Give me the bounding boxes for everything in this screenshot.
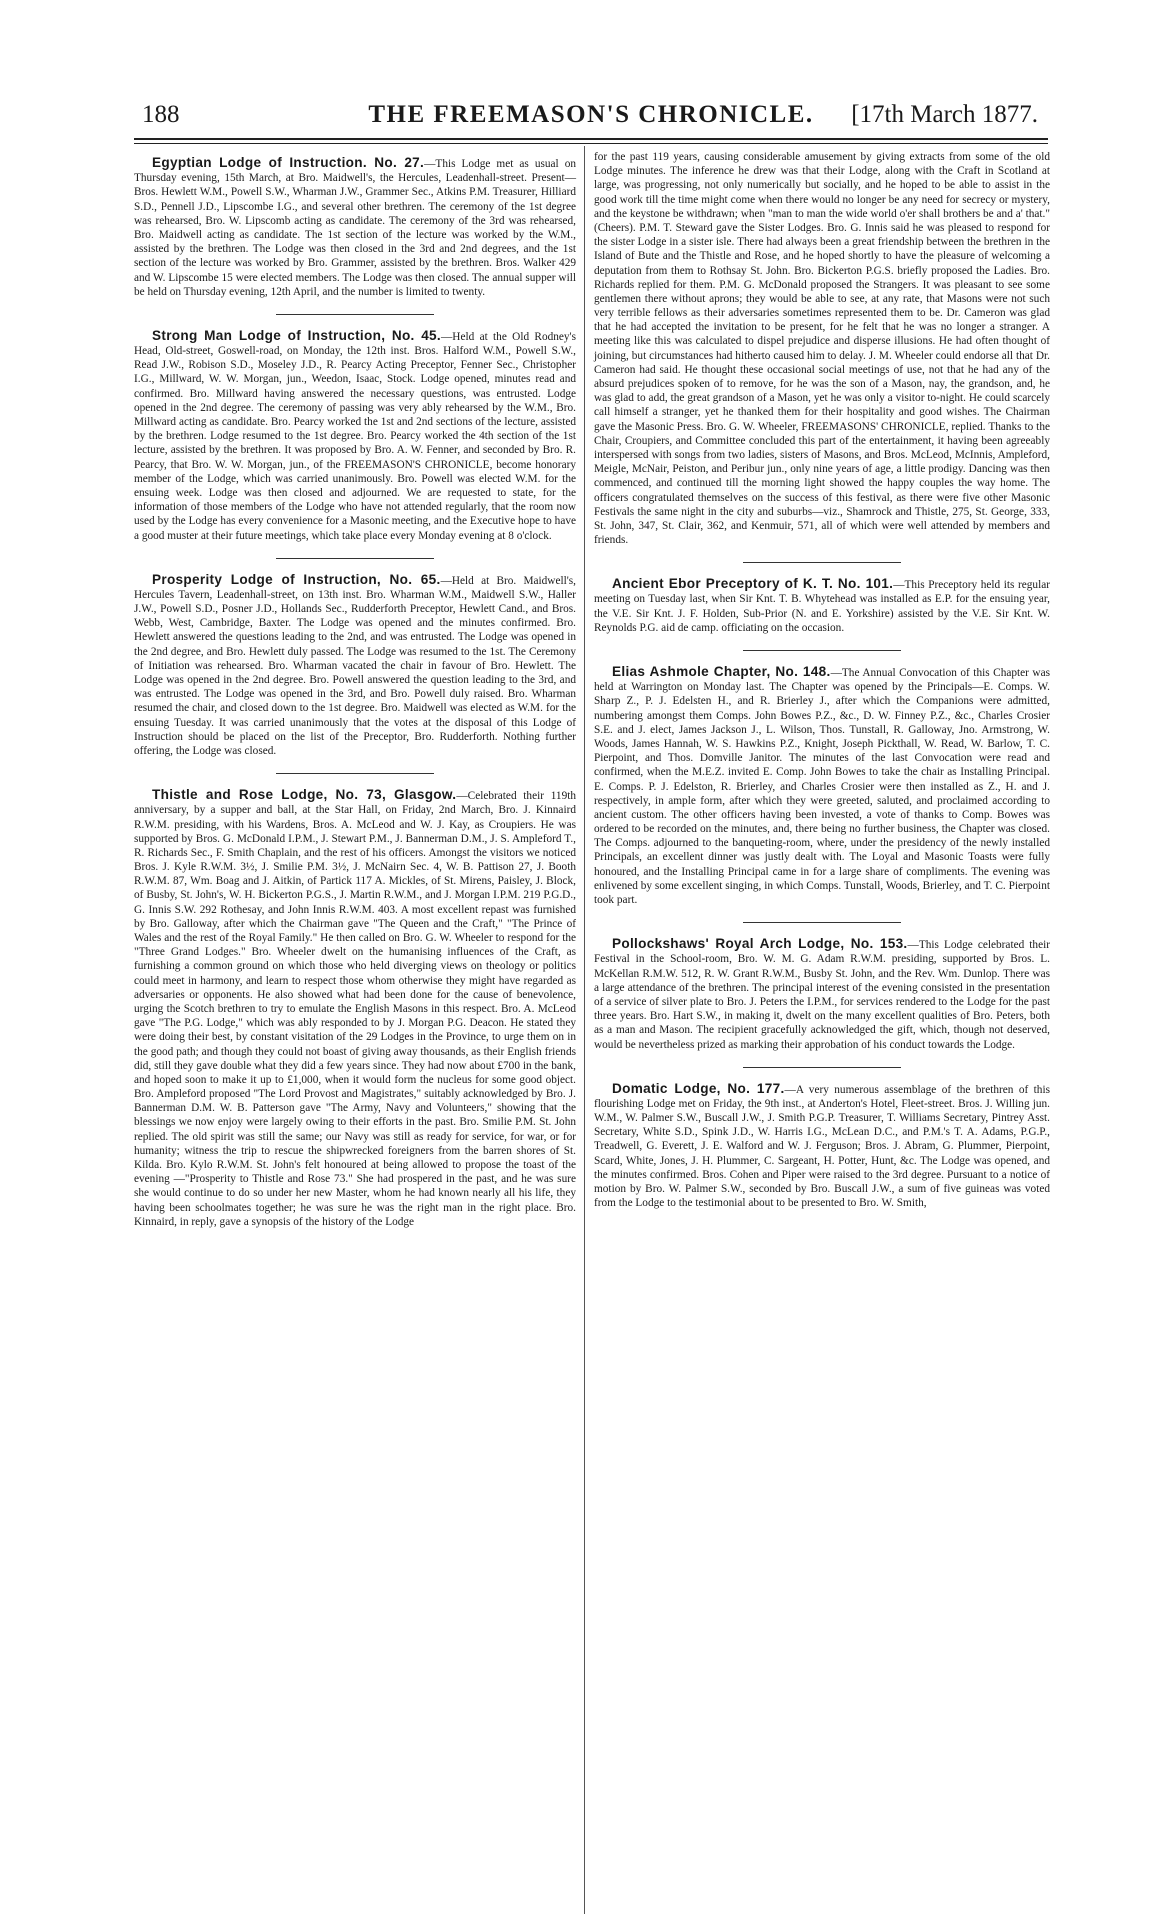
- article-egyptian-lodge: [134, 156, 576, 299]
- article-ancient-ebor-preceptory: [594, 577, 1050, 635]
- article-separator: [276, 558, 434, 559]
- column-divider: [584, 146, 585, 1914]
- article-heading: Ancient Ebor Preceptory of K. T. No. 101.: [612, 576, 894, 592]
- article-heading: Elias Ashmole Chapter, No. 148.: [612, 664, 831, 679]
- article-separator: [743, 922, 901, 923]
- article-body: —This Lodge met as usual on Thursday evening, 15th March, at Bro. Maidwell's, the Hercules, Leadenhall-street. Present—Bros. Hewlett W.M., Powell S.W., Wharman J.W., Grammer Sec., Atkins P.M. Treasurer, Hilliard S.D., Pennell J.D., Lipscombe I.G., and several other brethren. The ceremony of the 1st degree was rehearsed, Bro. W. Lipscomb acting as candidate. The ceremony of the 3rd was rehearsed, Bro. Maidwell acting as candidate. The 1st section of the lecture was worked by the W.M., assisted by the brethren. The Lodge was then closed in the 3rd and 2nd degrees, and the 1st section of the lecture was worked by Bro. Grammer, assisted by the brethren. Bros. Walker 429 and W. Lipscombe 15 were elected members. The Lodge was then closed. The annual supper will be held on Thursday evening, 12th April, and the number is limited to twenty.: [134, 158, 577, 298]
- article-domatic-lodge: [594, 1082, 1050, 1211]
- article-body: —Held at Bro. Maidwell's, Hercules Tavern, Leadenhall-street, on 13th inst. Bro. Wharman W.M., Maidwell S.W., Haller J.W., Powell S.D., Posner J.D., Hollands Sec., Rudderforth Preceptor, Hewlett Cand., and Bros. Webb, West, Cambridge, Baxter. The Lodge was opened and the minutes confirmed. Bro. Hewlett answered the questions leading to the 2nd, and was entrusted. The Lodge was opened in the 2nd degree, and Bro. Hewlett duly passed. The Lodge was resumed to the 1st. The Ceremony of Initiation was rehearsed. Bro. Wharman vacated the chair in favour of Bro. Hewlett. The Lodge was opened in the 2nd degree. Bro. Powell answered the question leading to the 3rd, and was entrusted. The Lodge was opened in the 3rd, and Bro. Powell duly raised. Bro. Wharman resumed the chair, and closed down to the 1st degree. Bro. Maidwell was elected as W.M. for the ensuing Tuesday. It was carried unanimously that the votes at the disposal of this Lodge of Instruction should be placed on the list of the Preceptor, Bro. Rudderforth. Nothing further offering, the Lodge was closed.: [134, 574, 577, 757]
- article-body: —This Preceptory held its regular meeting on Tuesday last, when Sir Knt. T. B. Whytehead was installed as E.P. for the ensuing year, the V.E. Sir Knt. J. F. Holden, Sub-Prior (N. and E. Yorkshire) assisted by the V.E. Sir Knt. W. Reynolds P.G. aid de camp. officiating on the occasion.: [594, 579, 1050, 634]
- article-separator: [276, 314, 434, 315]
- article-paragraph: [134, 788, 576, 1229]
- article-paragraph: [594, 665, 1050, 907]
- article-body: for the past 119 years, causing considerable amusement by giving extracts from some of the old Lodge minutes. The inference he drew was that their Lodge, along with the Craft in Scotland at large, was progressing, not only numerically but socially, and he hoped to be able to assist in the good work till the time might come when there would no longer be any need for secrecy or mystery, and the keystone be withdrawn; when "man to man the wide world o'er shall brothers be and a' that." (Cheers). P.M. T. Steward gave the Sister Lodges. Bro. G. Innis said he was pleased to respond for the sister Lodge in a sister isle. There had always been a great friendship between the brethren in the Island of Bute and the Thistle and Rose, and he hoped shortly to have the pleasure of welcoming a deputation from them to Rothsay St. John. Bro. Bickerton P.G.S. briefly proposed the Ladies. Bro. Richards replied for them. P.M. G. McDonald proposed the Strangers. It was pleasant to see some gentlemen there without aprons; they would be able to see, at any rate, that Masons were not such very terrible fellows as their adversaries sometimes represented them to be. Dr. Cameron was glad that he had accepted the invitation to be present, for he felt that he was no longer a stranger. A meeting like this was calculated to dispel prejudice and disperse illusions. He had often thought of joining, but circumstances had hitherto caused him to delay. J. M. Wheeler could endorse all that Dr. Cameron had said. He thought these occasional social meetings of use, not that he had any of the absurd prejudices spoken of to remove, for he was the son of a Mason, nay, the grandson, and, he was glad to add, the great grandson of a Mason, yet he was only a visitor to-night. He could scarcely call himself a stranger, yet he thanked them for their hospitality and good wishes. The Chairman gave the Masonic Press. Bro. G. W. Wheeler, FREEMASONS' CHRONICLE, replied. Thanks to the Chair, Croupiers, and Committee concluded this part of the entertainment, it having been agreeably interspersed with songs from two ladies, sisters of Masons, and Bros. McLeod, McInnis, Ampleford, Meigle, McNair, Peiston, and Peribur jun., only nine years of age, a little prodigy. Dancing was then commenced, and continued till the morning light showed the happy couples the way home. The officers congratulated themselves on the success of this festival, as there were five other Masonic Festivals the same night in the city and suburbs—viz., Shamrock and Thistle, 275, St. George, 333, St. John, 347, St. Clair, 362, and Kenmuir, 571, all of which were well attended by members and friends.: [594, 151, 1050, 547]
- article-pollockshaws-royal-arch-lodge: [594, 937, 1050, 1052]
- article-elias-ashmole-chapter: [594, 665, 1050, 907]
- article-thistle-and-rose-lodge: [134, 788, 576, 1229]
- article-body: —The Annual Convocation of this Chapter was held at Warrington on Monday last. The Chapter was opened by the Principals—E. Comps. W. Sharp Z., P. J. Edelsten H., and R. Brierley J., after which the Companions were admitted, numbering amongst them Comps. John Bowes P.Z., &c., D. W. Finney P.Z., &c., Charles Crosier S.E. and J. elect, James Jackson J., L. Wilson, Thos. Tunstall, R. Galloway, Jno. Armstrong, W. Woods, James Hannah, W. S. Hawkins P.Z., Knight, Joseph Pickthall, W. Read, W. Barlow, T. C. Pierpoint, and Thos. Domville Janitor. The minutes of the last Convocation were read and confirmed, when the M.E.Z. invited E. Comp. John Bowes to take the chair as Installing Principal. E. Comps. P. J. Edelston, R. Brierley, and Charles Crosier were then installed as Z., H. and J. respectively, in ample form, after which they were greeted, saluted, and proclaimed according to ancient custom. The other officers having been invested, a vote of thanks to Comp. Bowes was ordered to be recorded on the minutes, and, there being no further business, the Chapter was closed. The Comps. adjourned to the banqueting-room, where, under the presidency of the newly installed Principals, an excellent dinner was justly dealt with. The Loyal and Masonic Toasts were fully honoured, and the Installing Principal came in for a large share of compliments. The evening was enlivened by some excellent singing, in which Comps. Tunstall, Woods, Brierley, and T. C. Pierpoint took part.: [594, 667, 1051, 906]
- article-heading: Strong Man Lodge of Instruction, No. 45.: [152, 327, 441, 343]
- right-column: [594, 150, 1050, 1210]
- article-paragraph: [594, 577, 1050, 635]
- article-separator: [743, 562, 901, 563]
- article-paragraph: [594, 937, 1050, 1052]
- article-strong-man-lodge: [134, 329, 576, 543]
- article-body: —Celebrated their 119th anniversary, by a supper and ball, at the Star Hall, on Friday, 2nd March, Bro. J. Kinnaird R.W.M. presiding, with his Wardens, Bros. A. McLeod and W. J. Kay, as Croupiers. He was supported by Bros. G. McDonald I.P.M., J. Stewart P.M., J. Bannerman D.M., J. S. Ampleford T., R. Richards Sec., F. Smith Chaplain, and the rest of his officers. Amongst the visitors we noticed Bros. J. Kyle R.W.M. 3½, J. Smilie P.M. 3½, J. McNairn Sec. 4, W. B. Pattison 27, J. Booth R.W.M. 87, Wm. Boag and J. Aitkin, of Partick 117 A. Mickles, of St. Mirens, Paisley, J. Block, of Busby, St. John's, W. H. Bickerton P.G.S., J. Martin R.W.M., and J. Morgan I.P.M. 219 P.G.D., G. Innis S.W. 292 Rothesay, and John Innis R.W.M. 403. A most excellent repast was furnished by Bro. Galloway, after which the Chairman gave "The Queen and the Craft," "The Prince of Wales and the rest of the Royal Family." He then called on Bro. G. W. Wheeler to respond for the "Three Grand Lodges." Bro. Wheeler dwelt on the humanising influences of the Craft, as furnishing a common ground on which those who held diverging views on theology or politics could meet in harmony, and learn to respect those whom otherwise they might have regarded as adversaries or opponents. He also showed what had been done for the cause of benevolence, urging the Scotch brethren to try to emulate the English Masons in this respect. Bro. A. McLeod gave "The P.G. Lodge," which was ably responded to by J. Morgan P.G. Deacon. He stated they were doing their best, by constant visitation of the 29 Lodges in the Province, to urge them on in the good path; and though they could not boast of giving away thousands, as their English friends did, still they gave double what they did a few years since. They had now about £700 in the bank, and hoped soon to make it up to £1,000, when it would form the nucleus for some good object. Bro. Ampleford proposed "The Lord Provost and Magistrates," suitably acknowledged by Bro. J. Bannerman D.M. W. B. Patterson gave "The Army, Navy and Volunteers," showing that the blessings we now enjoy were largely owing to their efforts in the past. Bro. Smilie P.M. St. John replied. The old spirit was still the same; our Navy was still as ready for service, for war, or for humanity; witness the trip to rescue the shipwrecked foreigners from the barren shores of St. Kilda. Bro. Kylo R.W.M. St. John's felt honoured at being allowed to propose the toast of the evening —"Prosperity to Thistle and Rose 73." She had prospered in the past, and he was sure she would continue to do so under her new Master, whom he had known nearly all his life, they having been schoolmates together; he was sure he was the right man in the right place. Bro. Kinnaird, in reply, gave a synopsis of the history of the Lodge: [134, 790, 577, 1228]
- article-heading: Prosperity Lodge of Instruction, No. 65.: [152, 571, 441, 587]
- masthead: [132, 98, 1050, 132]
- article-paragraph: [134, 573, 576, 758]
- article-paragraph: [594, 150, 1050, 547]
- page-number: 188: [142, 101, 180, 128]
- article-body: —Held at the Old Rodney's Head, Old-street, Goswell-road, on Monday, the 12th inst. Bros. Halford W.M., Powell S.W., Read J.W., Robison S.D., Moseley J.D., R. Pearcy Acting Preceptor, Fenner Sec., Christopher I.G., Millward, W. W. Morgan, jun., Weedon, Isaac, Stock. Lodge opened, minutes read and confirmed. Bro. Millward having answered the necessary questions, was entrusted. Lodge opened in the 2nd degree. The ceremony of passing was very ably rehearsed by the W.M., Bro. Millward acting as candidate. Bro. Pearcy worked the 1st and 2nd sections of the lecture, assisted by the brethren. Lodge resumed to the 1st degree. Bro. Pearcy worked the 4th section of the 1st lecture, assisted by the brethren. It was proposed by Bro. A. W. Fenner, and seconded by Bro. R. Pearcy, that Bro. W. W. Morgan, jun., of the FREEMASON'S CHRONICLE, become honorary member of the Lodge, which was carried unanimously. Bro. Powell was elected W.M. for the ensuing week. Lodge was then closed and adjourned. We are requested to state, for the information of those members of the Lodge who have not attended regularly, that the room now used by the Lodge has every convenience for a Masonic meeting, and the Executive hope to have a good muster at their future meetings, which take place every Monday evening at 8 o'clock.: [134, 330, 576, 542]
- article-heading: Thistle and Rose Lodge, No. 73, Glasgow.: [152, 787, 457, 803]
- article-separator: [743, 650, 901, 651]
- article-separator: [743, 1067, 901, 1068]
- masthead-rule: [134, 138, 1048, 144]
- article-paragraph: [134, 156, 576, 299]
- article-heading: Pollockshaws' Royal Arch Lodge, No. 153.: [612, 936, 908, 952]
- issue-date: [17th March 1877.: [851, 101, 1038, 128]
- article-paragraph: [134, 329, 576, 543]
- newspaper-title: THE FREEMASON'S CHRONICLE.: [368, 101, 814, 128]
- article-heading: Egyptian Lodge of Instruction. No. 27.: [152, 155, 425, 170]
- article-heading: Domatic Lodge, No. 177.: [612, 1080, 785, 1096]
- article-paragraph: [594, 1082, 1050, 1211]
- article-body: —A very numerous assemblage of the brethren of this flourishing Lodge met on Friday, the 9th inst., at Anderton's Hotel, Fleet-street. Bros. J. Willing jun. W.M., W. Palmer S.W., Buscall J.W., J. Smith P.G.P. Treasurer, T. Williams Secretary, Pintrey Asst. Secretary, White S.D., Spink J.D., W. Harris I.G., McLean D.C., and P.M.'s T. A. Adams, P.G.P., Treadwell, G. Everett, J. E. Walford and W. J. Ferguson; Bros. J. Abram, G. Plummer, Pierpoint, Scard, White, Jones, J. H. Plummer, C. Sargeant, H. Potter, Hunt, &c. The Lodge was opened, and the minutes confirmed. Bros. Cohen and Piper were raised to the 3rd degree. Pursuant to a notice of motion by Bro. W. Palmer S.W., seconded by Bro. Buscall J.W., a sum of five guineas was voted from the Lodge to the testimonial about to be presented to Bro. W. Smith,: [594, 1083, 1050, 1210]
- article-prosperity-lodge: [134, 573, 576, 758]
- left-column: [134, 150, 576, 1229]
- article-thistle-and-rose-continued: [594, 150, 1050, 547]
- article-separator: [276, 773, 434, 774]
- article-body: —This Lodge celebrated their Festival in the School-room, Bro. W. M. G. Adam R.W.M. presiding, supported by Bros. L. McKellan R.M.W. 512, R. W. Grant R.W.M., Busby St. John, and the Rev. Wm. Dunlop. There was a large attendance of the brethren. The principal interest of the evening consisted in the presentation of a service of silver plate to Bro. J. Peters the I.P.M., for services rendered to the Lodge for the past three years. Bro. Hart S.W., in making it, dwelt on the many excellent qualities of Bro. Peters, both as a man and Mason. The recipient gracefully acknowledged the gift, which, though not deserved, would be nevertheless prized as marking their approbation of his conduct towards the Lodge.: [594, 939, 1050, 1051]
